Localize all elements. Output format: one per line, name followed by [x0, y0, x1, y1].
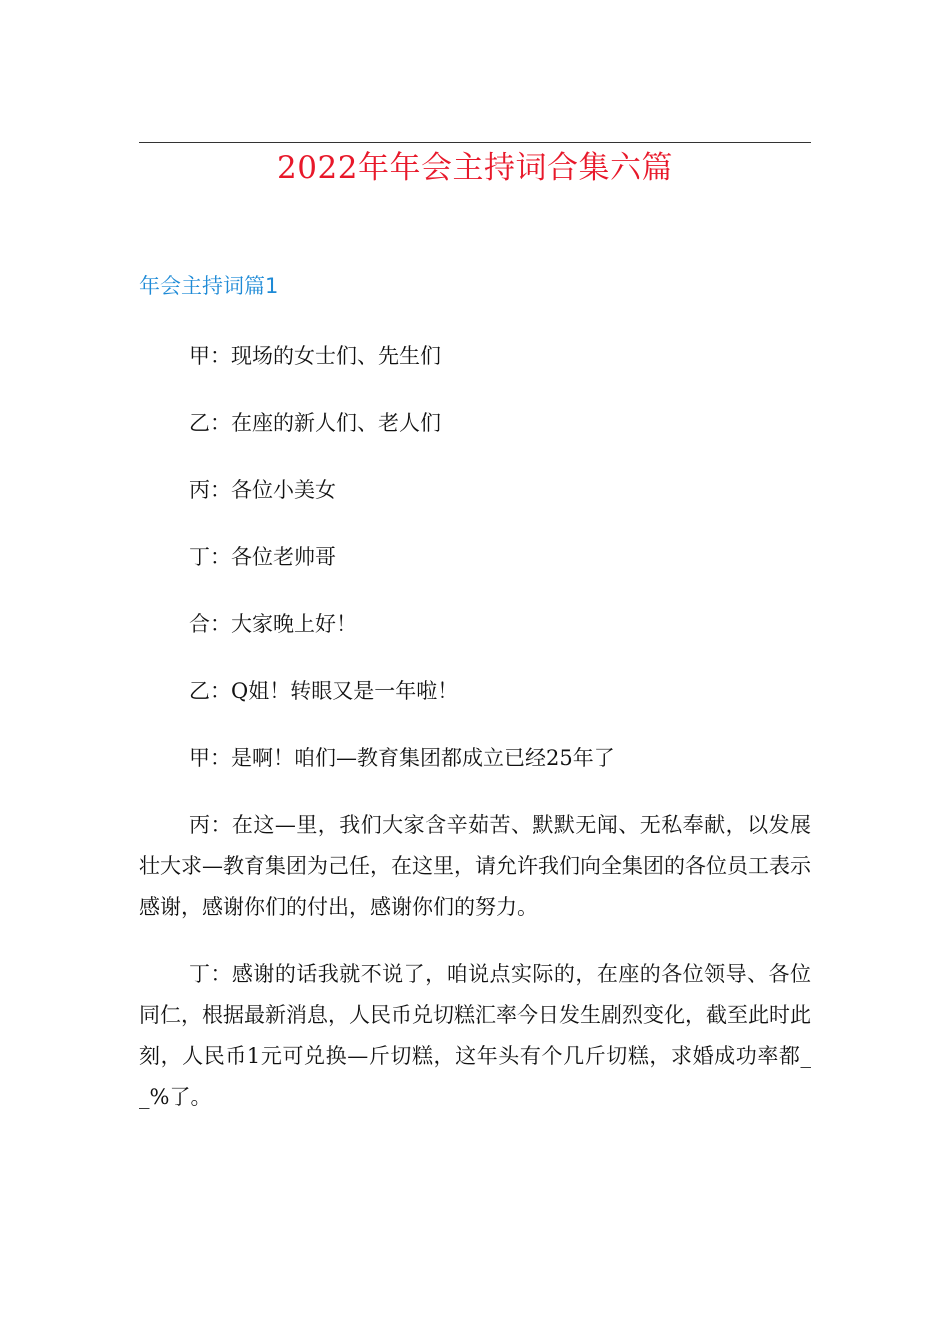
section-heading: 年会主持词篇1 [139, 274, 279, 298]
paragraph-line-8: 丙：在这—里，我们大家含辛茹苦、默默无闻、无私奉献，以发展壮大求—教育集团为己任，在这里，请允许我们向全集团的各位员工表示感谢，感谢你们的付出，感谢你们的努力。 [139, 813, 811, 919]
paragraph-line-4: 丁：各位老帅哥 [189, 545, 336, 569]
paragraph-line-7: 甲：是啊！咱们—教育集团都成立已经25年了 [189, 746, 615, 770]
paragraph-line-1: 甲：现场的女士们、先生们 [189, 344, 441, 368]
paragraph-line-6: 乙：Q姐！转眼又是一年啦！ [189, 679, 459, 703]
page-title: 2022年年会主持词合集六篇 [277, 150, 673, 186]
paragraph-line-3: 丙：各位小美女 [189, 478, 336, 502]
paragraph-line-9: 丁：感谢的话我就不说了，咱说点实际的，在座的各位领导、各位同仁，根据最新消息，人民币兑切糕汇率今日发生剧烈变化，截至此时此刻，人民币1元可兑换—斤切糕，这年头有个几斤切糕，求婚成功率都__%了。 [139, 962, 811, 1109]
paragraph-line-5: 合：大家晚上好！ [189, 612, 357, 636]
document-body [139, 336, 811, 1144]
header-rule [139, 142, 811, 143]
paragraph-line-2: 乙：在座的新人们、老人们 [189, 411, 441, 435]
